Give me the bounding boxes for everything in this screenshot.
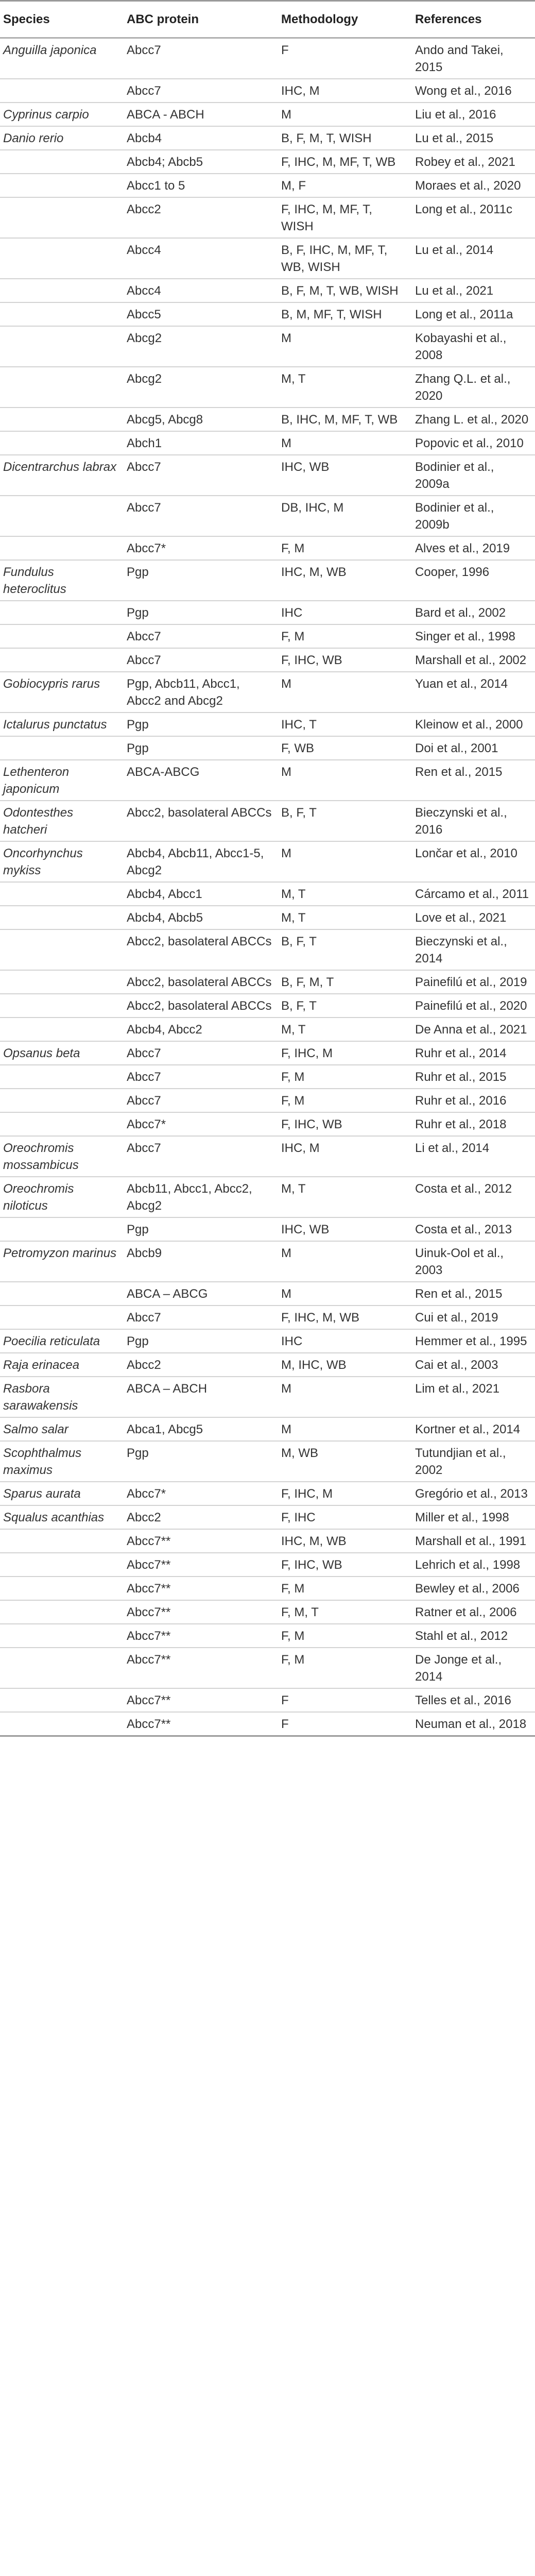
species-cell xyxy=(0,906,124,929)
table-row xyxy=(0,1177,535,1217)
species-cell xyxy=(0,536,124,560)
species-cell: Gobiocypris rarus xyxy=(0,672,124,713)
reference-cell: Ando and Takei, 2015 xyxy=(412,38,535,79)
table-row xyxy=(0,1018,535,1041)
methodology-cell: B, F, M, T xyxy=(278,970,412,994)
reference-cell: Painefilú et al., 2020 xyxy=(412,994,535,1018)
species-cell xyxy=(0,150,124,174)
protein-cell: Abcc7** xyxy=(124,1529,278,1553)
methodology-cell: F, M, T xyxy=(278,1600,412,1624)
table-row xyxy=(0,841,535,882)
methodology-cell: B, F, M, T, WISH xyxy=(278,126,412,150)
protein-cell: Abcc2, basolateral ABCCs xyxy=(124,929,278,970)
table-row xyxy=(0,713,535,736)
protein-cell: Abcc7 xyxy=(124,1041,278,1065)
reference-cell: Marshall et al., 2002 xyxy=(412,648,535,672)
protein-cell: Abcc7* xyxy=(124,536,278,560)
protein-cell: Abcb4, Abcb11, Abcc1-5, Abcg2 xyxy=(124,841,278,882)
protein-cell: Abcc7 xyxy=(124,79,278,103)
table-row xyxy=(0,906,535,929)
reference-cell: Yuan et al., 2014 xyxy=(412,672,535,713)
species-cell xyxy=(0,1712,124,1736)
reference-cell: Gregório et al., 2013 xyxy=(412,1482,535,1505)
table-row xyxy=(0,1600,535,1624)
methodology-cell: F, IHC, WB xyxy=(278,1112,412,1136)
species-cell: Squalus acanthias xyxy=(0,1505,124,1529)
methodology-cell: F, IHC xyxy=(278,1505,412,1529)
protein-cell: Abcb9 xyxy=(124,1241,278,1282)
protein-cell: Abcc7* xyxy=(124,1112,278,1136)
methodology-cell: IHC, WB xyxy=(278,455,412,496)
table-header xyxy=(0,1,535,38)
reference-cell: Bieczynski et al., 2014 xyxy=(412,929,535,970)
methodology-cell: IHC, T xyxy=(278,713,412,736)
table-row xyxy=(0,238,535,279)
reference-cell: Zhang L. et al., 2020 xyxy=(412,408,535,431)
methodology-cell: F xyxy=(278,1688,412,1712)
reference-cell: Kortner et al., 2014 xyxy=(412,1417,535,1441)
species-cell: Poecilia reticulata xyxy=(0,1329,124,1353)
table-row xyxy=(0,1529,535,1553)
species-cell: Raja erinacea xyxy=(0,1353,124,1377)
table-row xyxy=(0,1329,535,1353)
species-cell xyxy=(0,601,124,624)
species-cell xyxy=(0,1529,124,1553)
table-body xyxy=(0,38,535,1736)
protein-cell: Abcc7** xyxy=(124,1624,278,1648)
methodology-cell: M xyxy=(278,431,412,455)
protein-cell: Pgp xyxy=(124,1441,278,1482)
reference-cell: Telles et al., 2016 xyxy=(412,1688,535,1712)
protein-cell: Abcc7 xyxy=(124,1065,278,1089)
reference-cell: Kobayashi et al., 2008 xyxy=(412,326,535,367)
methodology-cell: F, IHC, M xyxy=(278,1482,412,1505)
reference-cell: Ren et al., 2015 xyxy=(412,760,535,801)
protein-cell: Pgp xyxy=(124,736,278,760)
protein-cell: Abcc5 xyxy=(124,302,278,326)
protein-cell: Pgp xyxy=(124,713,278,736)
reference-cell: Miller et al., 1998 xyxy=(412,1505,535,1529)
species-cell: Ictalurus punctatus xyxy=(0,713,124,736)
species-cell xyxy=(0,994,124,1018)
methodology-cell: B, F, M, T, WB, WISH xyxy=(278,279,412,302)
species-cell: Fundulus heteroclitus xyxy=(0,560,124,601)
reference-cell: Costa et al., 2013 xyxy=(412,1217,535,1241)
protein-cell: Abcg5, Abcg8 xyxy=(124,408,278,431)
reference-cell: Robey et al., 2021 xyxy=(412,150,535,174)
reference-cell: Costa et al., 2012 xyxy=(412,1177,535,1217)
species-cell xyxy=(0,1306,124,1329)
species-cell: Cyprinus carpio xyxy=(0,103,124,126)
protein-cell: Pgp xyxy=(124,1329,278,1353)
reference-cell: Tutundjian et al., 2002 xyxy=(412,1441,535,1482)
reference-cell: Marshall et al., 1991 xyxy=(412,1529,535,1553)
table-row xyxy=(0,1217,535,1241)
reference-cell: Alves et al., 2019 xyxy=(412,536,535,560)
protein-cell: Abcc7 xyxy=(124,1136,278,1177)
methodology-cell: F, M xyxy=(278,1089,412,1112)
protein-cell: Abcc7** xyxy=(124,1712,278,1736)
protein-cell: Abcc7** xyxy=(124,1577,278,1600)
protein-cell: Abcc4 xyxy=(124,279,278,302)
methodology-cell: M xyxy=(278,760,412,801)
table-row xyxy=(0,1577,535,1600)
reference-cell: Singer et al., 1998 xyxy=(412,624,535,648)
table-row xyxy=(0,970,535,994)
reference-cell: Lončar et al., 2010 xyxy=(412,841,535,882)
protein-cell: Pgp xyxy=(124,1217,278,1241)
reference-cell: Lehrich et al., 1998 xyxy=(412,1553,535,1577)
methodology-cell: M, WB xyxy=(278,1441,412,1482)
methodology-cell: M, IHC, WB xyxy=(278,1353,412,1377)
protein-cell: Abcc2, basolateral ABCCs xyxy=(124,801,278,841)
protein-cell: Abcb11, Abcc1, Abcc2, Abcg2 xyxy=(124,1177,278,1217)
methodology-cell: IHC xyxy=(278,1329,412,1353)
table-row xyxy=(0,1688,535,1712)
protein-cell: Abcc7** xyxy=(124,1648,278,1688)
table-row xyxy=(0,1136,535,1177)
methodology-cell: F, M xyxy=(278,536,412,560)
species-cell xyxy=(0,238,124,279)
methodology-cell: F, IHC, M xyxy=(278,1041,412,1065)
reference-cell: Love et al., 2021 xyxy=(412,906,535,929)
protein-cell: Abcb4 xyxy=(124,126,278,150)
species-cell: Lethenteron japonicum xyxy=(0,760,124,801)
table-row xyxy=(0,672,535,713)
reference-cell: Cui et al., 2019 xyxy=(412,1306,535,1329)
species-cell xyxy=(0,736,124,760)
reference-cell: Wong et al., 2016 xyxy=(412,79,535,103)
species-cell xyxy=(0,970,124,994)
header-row xyxy=(0,1,535,38)
reference-cell: Stahl et al., 2012 xyxy=(412,1624,535,1648)
protein-cell: ABCA – ABCH xyxy=(124,1377,278,1417)
table-row xyxy=(0,496,535,536)
protein-cell: Abcc2, basolateral ABCCs xyxy=(124,994,278,1018)
reference-cell: Cai et al., 2003 xyxy=(412,1353,535,1377)
reference-cell: Lu et al., 2014 xyxy=(412,238,535,279)
protein-cell: Abcc7** xyxy=(124,1553,278,1577)
methodology-cell: M xyxy=(278,1417,412,1441)
table-row xyxy=(0,929,535,970)
table-row xyxy=(0,431,535,455)
reference-cell: Liu et al., 2016 xyxy=(412,103,535,126)
protein-cell: Abch1 xyxy=(124,431,278,455)
table-row xyxy=(0,408,535,431)
reference-cell: Painefilú et al., 2019 xyxy=(412,970,535,994)
table-row xyxy=(0,801,535,841)
species-cell xyxy=(0,79,124,103)
protein-cell: Abcc7 xyxy=(124,624,278,648)
table-row xyxy=(0,150,535,174)
reference-cell: Lu et al., 2021 xyxy=(412,279,535,302)
species-cell xyxy=(0,1600,124,1624)
species-cell: Odontesthes hatcheri xyxy=(0,801,124,841)
table-row xyxy=(0,624,535,648)
table-row xyxy=(0,1306,535,1329)
protein-cell: Abcc2, basolateral ABCCs xyxy=(124,970,278,994)
reference-cell: Bieczynski et al., 2016 xyxy=(412,801,535,841)
species-cell: Dicentrarchus labrax xyxy=(0,455,124,496)
reference-cell: De Jonge et al., 2014 xyxy=(412,1648,535,1688)
reference-cell: Hemmer et al., 1995 xyxy=(412,1329,535,1353)
protein-cell: ABCA – ABCG xyxy=(124,1282,278,1306)
table-row xyxy=(0,38,535,79)
methodology-cell: F, M xyxy=(278,1624,412,1648)
reference-cell: Ruhr et al., 2018 xyxy=(412,1112,535,1136)
species-cell: Rasbora sarawakensis xyxy=(0,1377,124,1417)
species-cell xyxy=(0,197,124,238)
methodology-cell: M, T xyxy=(278,1177,412,1217)
methodology-cell: F, IHC, M, MF, T, WISH xyxy=(278,197,412,238)
methodology-cell: M xyxy=(278,1241,412,1282)
species-cell xyxy=(0,648,124,672)
species-cell xyxy=(0,431,124,455)
methodology-cell: F xyxy=(278,38,412,79)
reference-cell: Cárcamo et al., 2011 xyxy=(412,882,535,906)
table-row xyxy=(0,455,535,496)
species-cell: Oncorhynchus mykiss xyxy=(0,841,124,882)
protein-cell: Abcc2 xyxy=(124,1353,278,1377)
header-species: Species xyxy=(0,1,124,38)
reference-cell: Ruhr et al., 2015 xyxy=(412,1065,535,1089)
species-cell xyxy=(0,174,124,197)
methodology-cell: F, IHC, WB xyxy=(278,1553,412,1577)
methodology-cell: IHC, WB xyxy=(278,1217,412,1241)
table-row xyxy=(0,994,535,1018)
methodology-cell: F, M xyxy=(278,624,412,648)
protein-cell: Abcb4, Abcc1 xyxy=(124,882,278,906)
methodology-cell: DB, IHC, M xyxy=(278,496,412,536)
reference-cell: Popovic et al., 2010 xyxy=(412,431,535,455)
table-row xyxy=(0,1241,535,1282)
species-cell: Scophthalmus maximus xyxy=(0,1441,124,1482)
methodology-cell: IHC, M xyxy=(278,79,412,103)
protein-cell: ABCA-ABCG xyxy=(124,760,278,801)
protein-cell: Abcc7 xyxy=(124,648,278,672)
methodology-cell: M, T xyxy=(278,367,412,408)
species-cell xyxy=(0,624,124,648)
reference-cell: Zhang Q.L. et al., 2020 xyxy=(412,367,535,408)
reference-cell: Cooper, 1996 xyxy=(412,560,535,601)
table-row xyxy=(0,736,535,760)
table-row xyxy=(0,1065,535,1089)
species-cell xyxy=(0,326,124,367)
methodology-cell: M, T xyxy=(278,906,412,929)
methodology-cell: IHC, M, WB xyxy=(278,560,412,601)
reference-cell: Ratner et al., 2006 xyxy=(412,1600,535,1624)
methodology-cell: M xyxy=(278,672,412,713)
protein-cell: Pgp xyxy=(124,601,278,624)
table-row xyxy=(0,279,535,302)
reference-cell: Long et al., 2011a xyxy=(412,302,535,326)
table-row xyxy=(0,367,535,408)
protein-cell: Abcb4; Abcb5 xyxy=(124,150,278,174)
table-row xyxy=(0,1377,535,1417)
reference-cell: De Anna et al., 2021 xyxy=(412,1018,535,1041)
methodology-cell: F, IHC, M, WB xyxy=(278,1306,412,1329)
table-row xyxy=(0,1353,535,1377)
methodology-cell: F xyxy=(278,1712,412,1736)
species-cell xyxy=(0,302,124,326)
table-row xyxy=(0,1712,535,1736)
species-cell xyxy=(0,279,124,302)
species-cell xyxy=(0,1553,124,1577)
species-cell xyxy=(0,1648,124,1688)
species-cell: Danio rerio xyxy=(0,126,124,150)
species-cell xyxy=(0,1065,124,1089)
species-cell xyxy=(0,882,124,906)
methodology-cell: M xyxy=(278,1377,412,1417)
species-cell xyxy=(0,1688,124,1712)
protein-cell: Abcc1 to 5 xyxy=(124,174,278,197)
reference-cell: Bodinier et al., 2009b xyxy=(412,496,535,536)
methodology-cell: B, F, T xyxy=(278,929,412,970)
protein-cell: Abcc4 xyxy=(124,238,278,279)
header-references: References xyxy=(412,1,535,38)
methodology-cell: B, F, IHC, M, MF, T, WB, WISH xyxy=(278,238,412,279)
table-row xyxy=(0,1089,535,1112)
protein-cell: Abcc7 xyxy=(124,496,278,536)
methodology-cell: F, M xyxy=(278,1577,412,1600)
methodology-cell: B, F, T xyxy=(278,994,412,1018)
reference-cell: Li et al., 2014 xyxy=(412,1136,535,1177)
methodology-cell: M xyxy=(278,103,412,126)
species-cell xyxy=(0,367,124,408)
protein-cell: Abcc7** xyxy=(124,1600,278,1624)
reference-cell: Doi et al., 2001 xyxy=(412,736,535,760)
methodology-cell: M, T xyxy=(278,1018,412,1041)
table-row xyxy=(0,1505,535,1529)
reference-cell: Kleinow et al., 2000 xyxy=(412,713,535,736)
table-row xyxy=(0,326,535,367)
reference-cell: Bard et al., 2002 xyxy=(412,601,535,624)
reference-cell: Lu et al., 2015 xyxy=(412,126,535,150)
protein-cell: Abcb4, Abcc2 xyxy=(124,1018,278,1041)
protein-cell: Pgp, Abcb11, Abcc1, Abcc2 and Abcg2 xyxy=(124,672,278,713)
reference-cell: Ruhr et al., 2014 xyxy=(412,1041,535,1065)
methodology-cell: IHC xyxy=(278,601,412,624)
protein-cell: Abcg2 xyxy=(124,326,278,367)
species-cell: Sparus aurata xyxy=(0,1482,124,1505)
species-cell: Salmo salar xyxy=(0,1417,124,1441)
methodology-cell: B, IHC, M, MF, T, WB xyxy=(278,408,412,431)
species-cell: Opsanus beta xyxy=(0,1041,124,1065)
table-row xyxy=(0,760,535,801)
table-row xyxy=(0,1282,535,1306)
protein-cell: Abcc2 xyxy=(124,1505,278,1529)
species-cell: Oreochromis niloticus xyxy=(0,1177,124,1217)
methodology-cell: F, WB xyxy=(278,736,412,760)
species-cell xyxy=(0,1577,124,1600)
table-row xyxy=(0,648,535,672)
reference-cell: Long et al., 2011c xyxy=(412,197,535,238)
methodology-cell: B, M, MF, T, WISH xyxy=(278,302,412,326)
protein-cell: Abcc7* xyxy=(124,1482,278,1505)
reference-cell: Ren et al., 2015 xyxy=(412,1282,535,1306)
species-cell xyxy=(0,1282,124,1306)
methodology-cell: F, M xyxy=(278,1648,412,1688)
reference-cell: Uinuk-Ool et al., 2003 xyxy=(412,1241,535,1282)
table-row xyxy=(0,560,535,601)
methodology-cell: IHC, M, WB xyxy=(278,1529,412,1553)
table-row xyxy=(0,1112,535,1136)
species-cell xyxy=(0,408,124,431)
protein-cell: Abca1, Abcg5 xyxy=(124,1417,278,1441)
protein-cell: Abcg2 xyxy=(124,367,278,408)
table-row xyxy=(0,882,535,906)
reference-cell: Moraes et al., 2020 xyxy=(412,174,535,197)
methodology-cell: F, M xyxy=(278,1065,412,1089)
protein-cell: Abcc7** xyxy=(124,1688,278,1712)
species-cell xyxy=(0,1089,124,1112)
methodology-cell: B, F, T xyxy=(278,801,412,841)
reference-cell: Lim et al., 2021 xyxy=(412,1377,535,1417)
reference-cell: Neuman et al., 2018 xyxy=(412,1712,535,1736)
protein-cell: Abcc7 xyxy=(124,38,278,79)
species-cell: Oreochromis mossambicus xyxy=(0,1136,124,1177)
table-row xyxy=(0,174,535,197)
methodology-cell: M, T xyxy=(278,882,412,906)
table-row xyxy=(0,536,535,560)
protein-cell: Pgp xyxy=(124,560,278,601)
species-cell xyxy=(0,1112,124,1136)
table-row xyxy=(0,1553,535,1577)
species-cell xyxy=(0,496,124,536)
protein-cell: Abcc7 xyxy=(124,1089,278,1112)
table-row xyxy=(0,601,535,624)
protein-cell: Abcc7 xyxy=(124,1306,278,1329)
table-row xyxy=(0,79,535,103)
protein-cell: Abcc2 xyxy=(124,197,278,238)
methodology-cell: M xyxy=(278,841,412,882)
methodology-cell: M xyxy=(278,1282,412,1306)
table-row xyxy=(0,1648,535,1688)
table-row xyxy=(0,197,535,238)
methodology-cell: F, IHC, M, MF, T, WB xyxy=(278,150,412,174)
species-cell xyxy=(0,1624,124,1648)
species-cell: Petromyzon marinus xyxy=(0,1241,124,1282)
methodology-cell: M, F xyxy=(278,174,412,197)
methodology-cell: M xyxy=(278,326,412,367)
table-row xyxy=(0,1624,535,1648)
species-cell xyxy=(0,1018,124,1041)
table-row xyxy=(0,1441,535,1482)
species-cell xyxy=(0,929,124,970)
protein-cell: Abcc7 xyxy=(124,455,278,496)
header-methodology: Methodology xyxy=(278,1,412,38)
protein-cell: Abcb4, Abcb5 xyxy=(124,906,278,929)
reference-cell: Ruhr et al., 2016 xyxy=(412,1089,535,1112)
reference-cell: Bodinier et al., 2009a xyxy=(412,455,535,496)
table-row xyxy=(0,103,535,126)
table-row xyxy=(0,1417,535,1441)
table-row xyxy=(0,1041,535,1065)
protein-cell: ABCA - ABCH xyxy=(124,103,278,126)
header-abc-protein: ABC protein xyxy=(124,1,278,38)
species-cell: Anguilla japonica xyxy=(0,38,124,79)
reference-cell: Bewley et al., 2006 xyxy=(412,1577,535,1600)
methodology-cell: F, IHC, WB xyxy=(278,648,412,672)
species-cell xyxy=(0,1217,124,1241)
methodology-cell: IHC, M xyxy=(278,1136,412,1177)
table-row xyxy=(0,302,535,326)
table-row xyxy=(0,1482,535,1505)
table-row xyxy=(0,126,535,150)
